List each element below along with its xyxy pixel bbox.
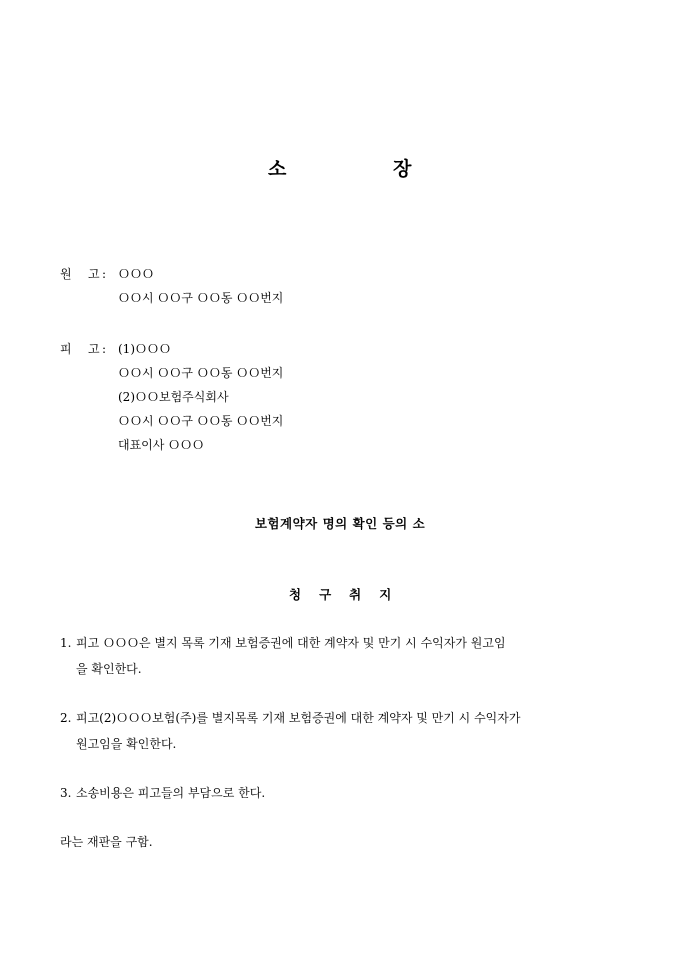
plaintiff-colon: : bbox=[102, 267, 107, 281]
plaintiff-address: ＯＯ시 ＯＯ구 ＯＯ동 ＯＯ번지 bbox=[118, 291, 284, 305]
claim-item-2 bbox=[60, 705, 630, 757]
claim-heading-char-4: 지 bbox=[379, 587, 392, 602]
claim-item-3 bbox=[60, 780, 630, 806]
defendant-label-char-2: 고 bbox=[88, 342, 100, 356]
plaintiff-label-char-2: 고 bbox=[88, 267, 100, 281]
claim-item-1 bbox=[60, 630, 630, 682]
claim-heading-char-2: 구 bbox=[319, 587, 332, 602]
defendant-line-2: ＯＯ시 ＯＯ구 ＯＯ동 ＯＯ번지 bbox=[118, 366, 284, 380]
closing-text: 라는 재판을 구함. bbox=[60, 835, 153, 849]
claim-heading bbox=[289, 585, 391, 603]
defendant-label bbox=[60, 341, 118, 357]
defendant-line-3: (2)ＯＯ보험주식회사 bbox=[118, 390, 229, 404]
claim-item-text: 소송비용은 피고들의 부담으로 한다. bbox=[76, 786, 266, 800]
case-name: 보험계약자 명의 확인 등의 소 bbox=[254, 516, 426, 531]
claim-item-number: 2. bbox=[60, 711, 72, 725]
defendant-line-5: 대표이사 ＯＯＯ bbox=[118, 438, 205, 452]
defendant-label-char-1: 피 bbox=[60, 342, 72, 356]
defendant-colon: : bbox=[102, 342, 107, 356]
defendant-line-1: (1)ＯＯＯ bbox=[118, 342, 171, 356]
claim-item-number: 3. bbox=[60, 786, 72, 800]
claim-heading-char-3: 취 bbox=[349, 587, 362, 602]
title-char-2: 장 bbox=[393, 158, 412, 180]
defendant-line-4: ＯＯ시 ＯＯ구 ＯＯ동 ＯＯ번지 bbox=[118, 414, 284, 428]
title-char-1: 소 bbox=[268, 158, 287, 180]
plaintiff-label bbox=[60, 266, 118, 282]
claim-item-text: 피고(2)ＯＯＯ보험(주)를 별지목록 기재 보험증권에 대한 계약자 및 만기 시 수익자가 bbox=[76, 711, 521, 725]
plaintiff-name: ＯＯＯ bbox=[118, 267, 155, 281]
plaintiff-label-char-1: 원 bbox=[60, 267, 72, 281]
claim-item-text-continued: 을 확인한다. bbox=[76, 662, 142, 676]
claim-item-number: 1. bbox=[60, 636, 72, 650]
claim-item-text-continued: 원고임을 확인한다. bbox=[76, 737, 177, 751]
claim-item-text: 피고 ＯＯＯ은 별지 목록 기재 보험증권에 대한 계약자 및 만기 시 수익자가 원고임 bbox=[76, 636, 506, 650]
claim-heading-char-1: 청 bbox=[289, 587, 302, 602]
